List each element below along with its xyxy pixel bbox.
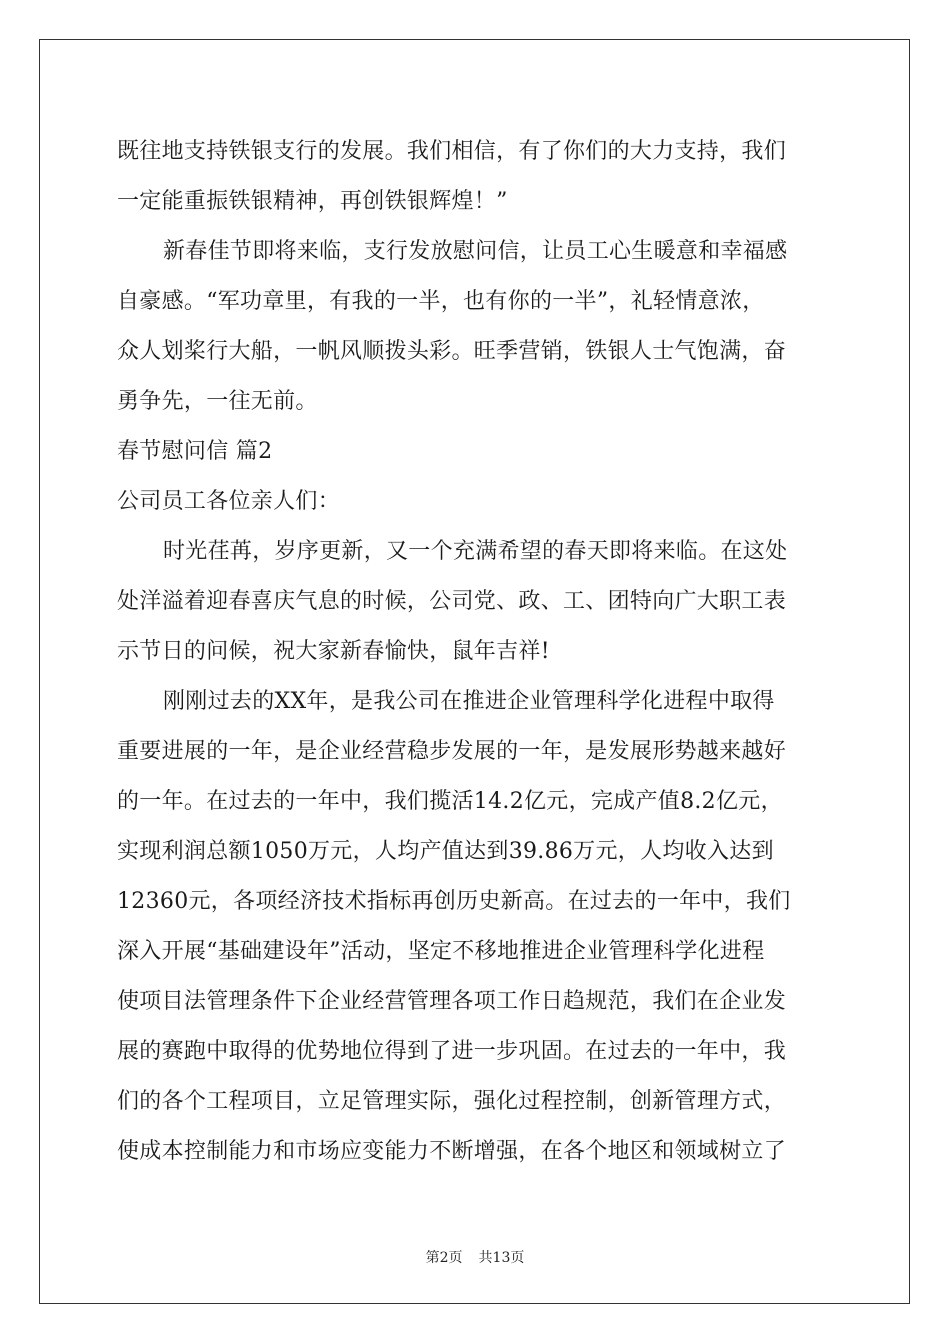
text-line: 展的赛跑中取得的优势地位得到了进一步巩固。在过去的一年中，我 — [117, 1039, 787, 1064]
text-line: 重要进展的一年，是企业经营稳步发展的一年，是发展形势越来越好 — [117, 739, 787, 764]
text-line: 既往地支持铁银支行的发展。我们相信，有了你们的大力支持，我们 — [117, 139, 787, 164]
page-total: 共13页 — [478, 1250, 525, 1266]
text-line: 们的各个工程项目，立足管理实际，强化过程控制，创新管理方式， — [117, 1089, 787, 1114]
text-line: 的一年。在过去的一年中，我们揽活14.2亿元，完成产值8.2亿元， — [117, 789, 783, 814]
text-line: 深入开展“基础建设年”活动，坚定不移地推进企业管理科学化进程 — [117, 939, 765, 964]
text-line: 实现利润总额1050万元，人均产值达到39.86万元，人均收入达到 — [117, 839, 774, 864]
document-body — [117, 127, 837, 1177]
page-footer — [0, 1247, 950, 1267]
text-line: 新春佳节即将来临，支行发放慰问信，让员工心生暖意和幸福感 — [163, 239, 788, 264]
text-line: 使项目法管理条件下企业经营管理各项工作日趋规范，我们在企业发 — [117, 989, 787, 1014]
text-line: 自豪感。“军功章里，有我的一半，也有你的一半”，礼轻情意浓， — [117, 289, 765, 314]
text-line: 一定能重振铁银精神，再创铁银辉煌！” — [117, 189, 508, 214]
text-line: 众人划桨行大船，一帆风顺拨头彩。旺季营销，铁银人士气饱满，奋 — [117, 339, 787, 364]
section-heading: 春节慰问信 篇2 — [117, 439, 273, 464]
text-line: 示节日的问候，祝大家新春愉快，鼠年吉祥! — [117, 639, 550, 664]
text-line: 处洋溢着迎春喜庆气息的时候，公司党、政、工、团特向广大职工表 — [117, 589, 787, 614]
text-line: 使成本控制能力和市场应变能力不断增强，在各个地区和领域树立了 — [117, 1139, 787, 1164]
text-line: 时光荏苒，岁序更新，又一个充满希望的春天即将来临。在这处 — [163, 539, 788, 564]
page-number: 第2页 — [425, 1250, 463, 1266]
text-line: 刚刚过去的XX年，是我公司在推进企业管理科学化进程中取得 — [163, 689, 775, 714]
text-line: 勇争先，一往无前。 — [117, 389, 318, 414]
salutation: 公司员工各位亲人们： — [117, 489, 341, 514]
text-line: 12360元，各项经济技术指标再创历史新高。在过去的一年中，我们 — [117, 889, 791, 914]
